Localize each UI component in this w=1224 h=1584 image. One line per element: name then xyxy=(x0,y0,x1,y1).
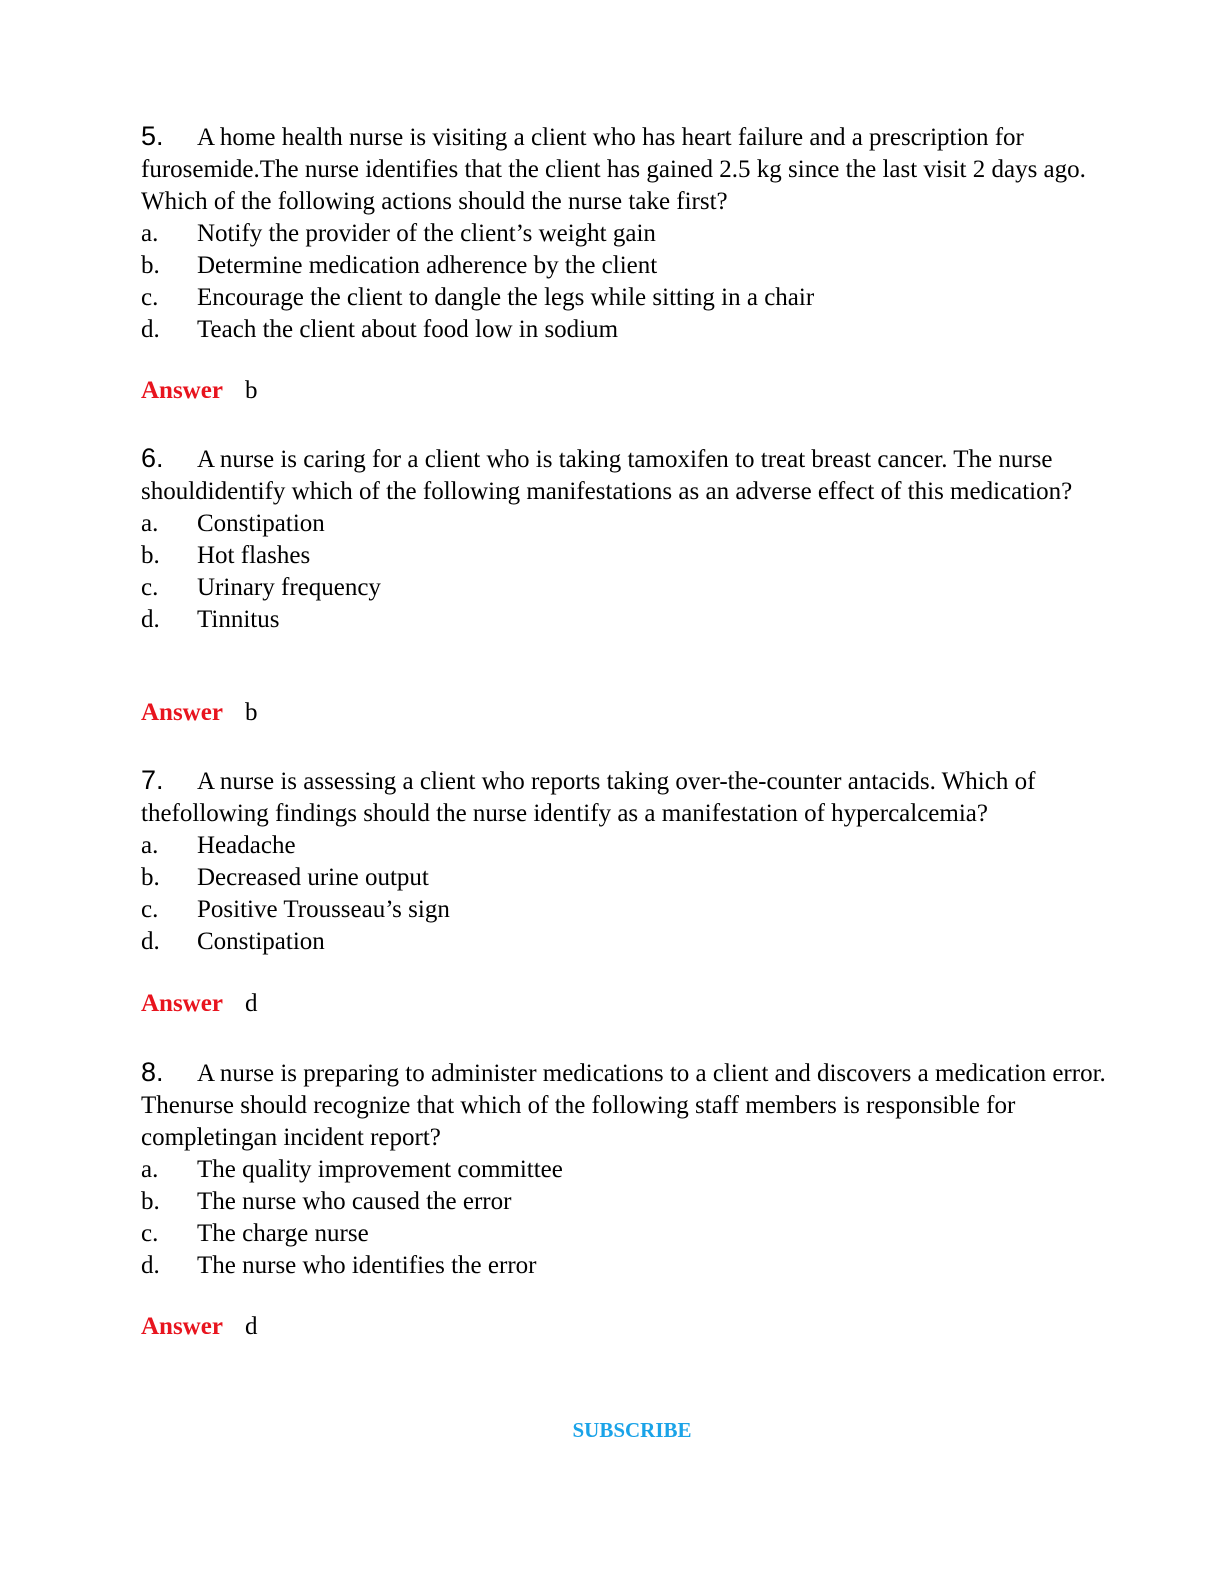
answer-8 xyxy=(141,1311,258,1343)
option-a xyxy=(141,830,1131,862)
answer-value: d xyxy=(245,1313,258,1340)
option-b xyxy=(141,540,1131,572)
option-a xyxy=(141,1154,1131,1186)
option-letter: a. xyxy=(141,832,159,859)
option-c xyxy=(141,894,1131,926)
answer-6 xyxy=(141,697,258,729)
option-letter: d. xyxy=(141,928,160,955)
option-text: The quality improvement committee xyxy=(197,1156,563,1183)
question-stem xyxy=(141,764,1131,830)
option-letter: d. xyxy=(141,316,160,343)
question-6 xyxy=(141,442,1131,636)
answer-value: b xyxy=(245,377,258,404)
option-text: Decreased urine output xyxy=(197,864,429,891)
question-8 xyxy=(141,1056,1131,1282)
option-b xyxy=(141,250,1131,282)
option-d xyxy=(141,926,1131,958)
option-d xyxy=(141,1250,1131,1282)
question-text: A nurse is assessing a client who reports taking over-the-counter antacids. Which of thefollowing findings should the nurse identify as a manifestation of hypercalcemia? xyxy=(141,768,1036,827)
question-stem xyxy=(141,120,1131,218)
answer-value: b xyxy=(245,699,258,726)
question-number: 7. xyxy=(141,765,164,795)
option-c xyxy=(141,572,1131,604)
option-letter: d. xyxy=(141,606,160,633)
option-b xyxy=(141,1186,1131,1218)
question-number: 8. xyxy=(141,1057,164,1087)
question-number: 5. xyxy=(141,121,164,151)
option-d xyxy=(141,314,1131,346)
question-text: A nurse is preparing to administer medications to a client and discovers a medication error. Thenurse should recognize that which of the following staff members is responsible for completingan incident report? xyxy=(141,1060,1106,1151)
option-letter: d. xyxy=(141,1252,160,1279)
option-text: The nurse who caused the error xyxy=(197,1188,512,1215)
option-letter: c. xyxy=(141,896,159,923)
answer-label: Answer xyxy=(141,990,223,1017)
answer-5 xyxy=(141,375,258,407)
option-d xyxy=(141,604,1131,636)
answer-label: Answer xyxy=(141,1313,223,1340)
option-text: Headache xyxy=(197,832,296,859)
answer-label: Answer xyxy=(141,699,223,726)
option-text: The charge nurse xyxy=(197,1220,369,1247)
option-c xyxy=(141,282,1131,314)
subscribe-link[interactable]: SUBSCRIBE xyxy=(572,1418,692,1442)
option-text: Urinary frequency xyxy=(197,574,381,601)
answer-value: d xyxy=(245,990,258,1017)
option-letter: b. xyxy=(141,252,160,279)
option-b xyxy=(141,862,1131,894)
question-5 xyxy=(141,120,1131,346)
option-letter: c. xyxy=(141,574,159,601)
option-letter: a. xyxy=(141,1156,159,1183)
option-text: The nurse who identifies the error xyxy=(197,1252,537,1279)
option-text: Tinnitus xyxy=(197,606,280,633)
option-text: Determine medication adherence by the client xyxy=(197,252,658,279)
option-letter: b. xyxy=(141,542,160,569)
option-text: Notify the provider of the client’s weight gain xyxy=(197,220,656,247)
option-text: Constipation xyxy=(197,510,325,537)
question-stem xyxy=(141,1056,1131,1154)
option-text: Encourage the client to dangle the legs while sitting in a chair xyxy=(197,284,815,311)
question-text: A nurse is caring for a client who is taking tamoxifen to treat breast cancer. The nurse shouldidentify which of the following manifestations as an adverse effect of this medication? xyxy=(141,446,1073,505)
option-text: Teach the client about food low in sodium xyxy=(197,316,619,343)
option-letter: b. xyxy=(141,864,160,891)
option-text: Constipation xyxy=(197,928,325,955)
option-a xyxy=(141,218,1131,250)
option-a xyxy=(141,508,1131,540)
question-stem xyxy=(141,442,1131,508)
answer-7 xyxy=(141,988,258,1020)
option-c xyxy=(141,1218,1131,1250)
option-letter: c. xyxy=(141,1220,159,1247)
option-letter: c. xyxy=(141,284,159,311)
option-letter: a. xyxy=(141,510,159,537)
option-letter: b. xyxy=(141,1188,160,1215)
option-text: Positive Trousseau’s sign xyxy=(197,896,450,923)
option-text: Hot flashes xyxy=(197,542,311,569)
question-text: A home health nurse is visiting a client who has heart failure and a prescription for furosemide.The nurse identifies that the client has gained 2.5 kg since the last visit 2 days ago. Which of the following actions should the nurse take first? xyxy=(141,124,1086,215)
answer-label: Answer xyxy=(141,377,223,404)
option-letter: a. xyxy=(141,220,159,247)
question-number: 6. xyxy=(141,443,164,473)
question-7 xyxy=(141,764,1131,958)
